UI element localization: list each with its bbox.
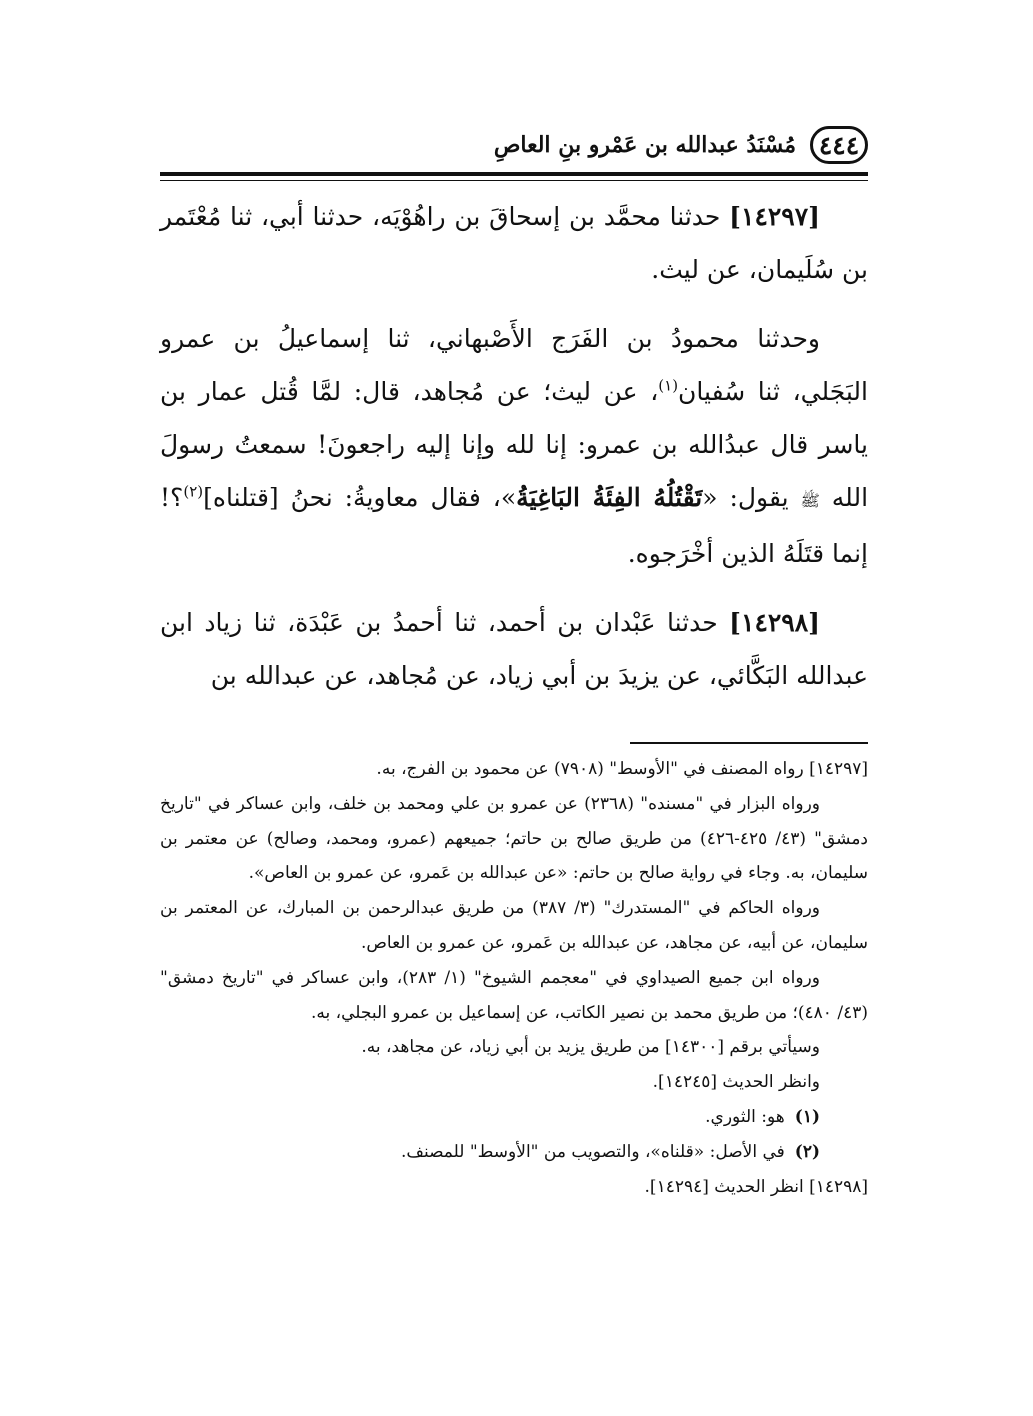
hadith-text: حدثنا محمَّد بن إسحاقَ بن راهُوْيَه، حدثنا أبي، ثنا مُعْتَمر بن سُلَيمان، عن ليث. [160, 202, 868, 284]
footnote-2 [160, 1135, 868, 1170]
hadith-14298 [160, 596, 868, 702]
takhrij-line: وسيأتي برقم [١٤٣٠٠] من طريق يزيد بن أبي زياد، عن مجاهد، به. [361, 1037, 820, 1058]
hadith-14297-second-chain [160, 312, 868, 580]
text-segment: »، فقال معاويةُ: نحنُ [قتلناه] [203, 483, 517, 512]
footnote-number: (٢) [794, 1141, 820, 1162]
takhrij-line: [١٤٢٩٧] رواه المصنف في "الأوسط" (٧٩٠٨) عن محمود بن الفرج، به. [376, 759, 868, 779]
main-text [160, 190, 868, 702]
footnote-1 [160, 1100, 868, 1135]
running-title: مُسْنَدُ عبدالله بن عَمْرو بنِ العاصِ [493, 132, 796, 158]
footnote-number: (١) [794, 1106, 820, 1127]
takhrij-line: ورواه البزار في "مسنده" (٢٣٦٨) عن عمرو بن علي ومحمد بن خلف، وابن عساكر في "تاريخ دمشق" (٤٣/ ٤٢٥-٤٢٦) من طريق صالح بن حاتم؛ جميعهم (عمرو، ومحمد، وصالح) عن معتمر بن سليمان، به. وجاء في رواية صالح بن حاتم: «عن عبدالله بن عَمرو، عن عمرو بن العاص». [160, 793, 868, 884]
header-rule-thin [160, 180, 868, 181]
hadith-number: [١٤٢٩٧] [729, 202, 820, 231]
footnote-marker-2[interactable]: (٢) [183, 482, 204, 501]
text-segment: وحدثنا محمودُ بن الفَرَج الأَصْبهاني، ثنا إسماعيلُ بن عمرو البَجَلي، ثنا سُفيان [160, 324, 868, 406]
footnotes [160, 752, 868, 1204]
text-segment: ؟! إنما قتَلَهُ الذين أخْرَجوه. [160, 483, 868, 568]
hadith-text: حدثنا عَبْدان بن أحمد، ثنا أحمدُ بن عَبْدَة، ثنا زياد ابن عبدالله البَكَّائي، عن يزيدَ بن أبي زياد، عن مُجاهد، عن عبدالله بن [160, 608, 868, 690]
page-number: ٤٤٤ [810, 126, 868, 164]
hadith-14297 [160, 190, 868, 296]
footnote-marker-1[interactable]: (١) [658, 376, 679, 395]
prophetic-quote: تَقْتُلُهُ الفِئَةُ البَاغِيَةُ [516, 483, 703, 512]
takhrij-line: وانظر الحديث [١٤٢٤٥]. [652, 1072, 820, 1093]
takhrij-line: [١٤٢٩٨] انظر الحديث [١٤٢٩٤]. [644, 1176, 868, 1197]
footnote-text: في الأصل: «قلناه»، والتصويب من "الأوسط" للمصنف. [400, 1141, 785, 1162]
footnote-text: هو: الثوري. [705, 1106, 785, 1127]
hadith-number: [١٤٢٩٨] [729, 608, 820, 637]
text-segment: ، عن ليث؛ عن مُجاهد، قال: لمَّا قُتل عمار بن ياسر قال عبدُالله بن عمرو: إنا لله وإنا إليه راجعونَ! سمعتُ رسولَ الله [160, 377, 869, 512]
takhrij-line: ورواه ابن جميع الصيداوي في "معجمم الشيوخ" (١/ ٢٨٣)، وابن عساكر في "تاريخ دمشق" (٤٣/ ٤٨٠)؛ من طريق محمد بن نصير الكاتب، عن إسماعيل بن عمرو البجلي، به. [160, 967, 868, 1023]
footnote-separator [630, 742, 868, 744]
takhrij-line: ورواه الحاكم في "المستدرك" (٣/ ٣٨٧) من طريق عبدالرحمن بن المبارك، عن المعتمر بن سليمان، عن أبيه، عن مجاهد، عن عبدالله بن عَمرو، عن عمرو بن العاص. [160, 898, 868, 953]
salawat-glyph: ﷺ [800, 491, 820, 510]
text-segment: يقول: « [702, 483, 789, 512]
page-header [162, 118, 868, 172]
header-rule-thick [160, 172, 868, 176]
